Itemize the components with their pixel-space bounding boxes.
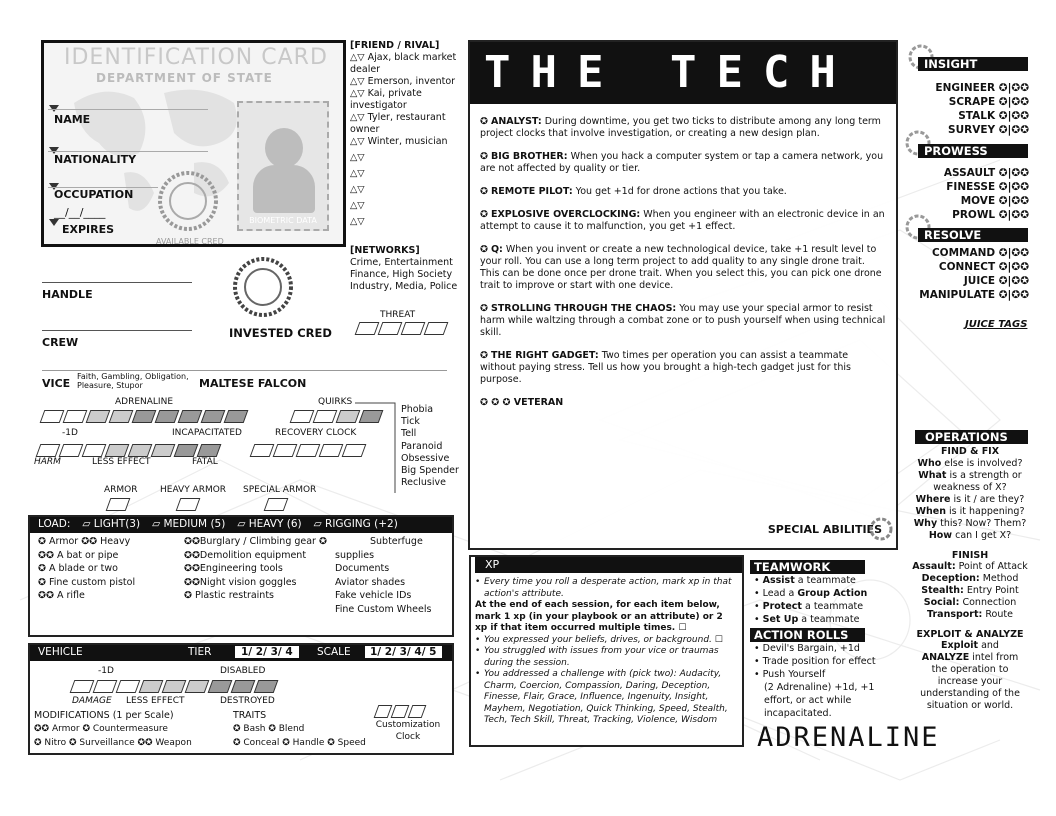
vehicle-minus1d: -1D [98, 666, 114, 676]
ability-text: During downtime, you get two ticks to distribute among any long term project clocks that involve investigation, or creating a new design plan. [480, 116, 881, 139]
question-keyword: How [928, 530, 953, 541]
nationality-line[interactable] [48, 151, 208, 152]
question-item [910, 506, 1030, 518]
ability-text: When you engineer with an electronic device in an attempt to cause it to malfunction, you get +1 effect. [480, 209, 885, 232]
ability-text: Two times per operation you can assist a teammate without paying stress. Tell us how you brought a high-tech gadget just for this purpose. [480, 350, 851, 385]
teamwork-header: TEAMWORK [750, 560, 865, 574]
adrenaline-track[interactable] [42, 410, 246, 423]
friends-header: [FRIEND / RIVAL] [350, 40, 440, 51]
push-yourself-detail: (2 Adrenaline) +1d, +1 effort, or act while incapacitated. [764, 682, 875, 719]
id-card-department: DEPARTMENT OF STATE [96, 71, 273, 85]
name-line[interactable] [48, 109, 208, 110]
teamwork-text: a teammate [794, 575, 856, 586]
vice-label: VICE [42, 377, 71, 390]
veteran-item[interactable]: ✪ ✪ ✪ VETERAN [480, 397, 564, 408]
armor-box[interactable] [108, 498, 128, 511]
find-fix-questions [910, 458, 1030, 542]
action-text: Devil's Bargain, +1d [762, 643, 860, 654]
question-text: is it / are they? [950, 494, 1025, 505]
vice-options: Faith, Gambling, Obligation, Pleasure, Stupor [77, 372, 189, 390]
load-light[interactable]: ▱ LIGHT(3) [82, 518, 141, 530]
skill-survey[interactable]: SURVEY ✪|✪✪ [948, 124, 1029, 136]
skill-stalk[interactable]: STALK ✪|✪✪ [958, 110, 1029, 122]
incapacitated-label: INCAPACITATED [172, 428, 242, 438]
silhouette-body-icon [253, 165, 315, 213]
load-item[interactable]: Fine Custom Wheels [335, 603, 432, 615]
vehicle-header [30, 645, 452, 661]
load-item[interactable]: supplies [335, 549, 375, 561]
friend-item[interactable]: △▽ Ajax, black market dealer [350, 52, 457, 75]
threat-track[interactable] [357, 322, 446, 335]
finish-item [910, 573, 1030, 585]
load-col2 [184, 535, 327, 603]
quirks-label: QUIRKS [318, 397, 353, 407]
expires-date[interactable]: __/__/____ [54, 206, 106, 219]
teamwork-list [750, 574, 900, 626]
insight-header: INSIGHT [918, 57, 1028, 71]
skill-juice[interactable]: JUICE ✪|✪✪ [963, 275, 1029, 287]
nationality-label: NATIONALITY [54, 153, 137, 166]
ability-name: BIG BROTHER: [490, 151, 568, 162]
load-item[interactable]: ✪✪ A rifle [38, 590, 85, 601]
load-light-label: LIGHT(3) [93, 518, 141, 530]
silhouette-head-icon [265, 128, 303, 168]
threat-label: THREAT [380, 310, 416, 320]
modifications-label: MODIFICATIONS (1 per Scale) [34, 710, 174, 721]
triangle-marker-icon [49, 219, 59, 226]
xp-trigger[interactable]: • Every time you roll a desperate action, mark xp in that action's attribute. [475, 577, 738, 600]
xp-header: XP [471, 557, 742, 573]
crew-line[interactable] [42, 330, 192, 331]
question-item [910, 494, 1030, 506]
finish-text: Entry Point [963, 585, 1019, 596]
heavy-armor-label: HEAVY ARMOR [160, 485, 227, 495]
finish-text: Connection [959, 597, 1017, 608]
friend-item[interactable]: △▽ Kai, private investigator [350, 88, 422, 111]
vice-value[interactable]: MALTESE FALCON [199, 377, 307, 390]
teamwork-text: a teammate [801, 601, 864, 612]
xp-item[interactable]: • You addressed a challenge with (pick two): Audacity, Charm, Coercion, Compassion, Daring, Deception, Finesse, Flair, Grace, Influence, Ingenuity, Insight, Mayhem, Negotiation, Quick Thinking, Speed, Stealth, Tech, Tech Skill, Threat, Tracking, Violence, Wisdom [475, 669, 738, 727]
vehicle-disabled: DISABLED [220, 666, 266, 676]
action-text: Trade position for effect [762, 656, 876, 667]
identification-card [41, 40, 346, 247]
load-rigging[interactable]: ▱ RIGGING (+2) [313, 518, 398, 530]
biometric-photo [237, 101, 329, 231]
vehicle-destroyed: DESTROYED [220, 696, 275, 706]
expires-label: EXPIRES [62, 223, 115, 236]
crew-label: CREW [42, 336, 79, 349]
analyze-keyword: ANALYZE [921, 652, 970, 663]
finish-list [910, 561, 1030, 621]
ability-item[interactable]: ✪ REMOTE PILOT: You get +1d for drone actions that you take. [480, 186, 787, 197]
load-item[interactable]: Subterfuge [370, 536, 423, 547]
ability-item[interactable]: ✪ THE RIGHT GADGET: Two times per operation you can assist a teammate without paying stress. Tell us how you brought a high-tech gadget just for this purpose. [480, 350, 851, 385]
armor-label: ARMOR [104, 485, 138, 495]
teamwork-text: a teammate [798, 614, 860, 625]
load-heavy[interactable]: ▱ HEAVY (6) [237, 518, 302, 530]
ability-text: When you hack a computer system or tap a camera network, you are not affected by quality or tier. [480, 151, 884, 174]
networks [350, 245, 465, 293]
vehicle-box [28, 643, 454, 755]
friend-item[interactable]: △▽ [350, 216, 365, 227]
ability-item[interactable]: ✪ BIG BROTHER: When you hack a computer system or tap a camera network, you are not affected by quality or tier. [480, 151, 884, 174]
resolve-header: RESOLVE [918, 228, 1028, 242]
load-item[interactable]: ✪✪ A bat or pipe [38, 549, 119, 561]
teamwork-prefix: Lead a [762, 588, 798, 599]
biometric-label: BIOMETRIC DATA [249, 216, 317, 225]
special-armor-label: SPECIAL ARMOR [243, 485, 317, 495]
skill-connect[interactable]: CONNECT ✪|✪✪ [938, 261, 1029, 273]
question-text: can I get X? [952, 530, 1012, 541]
modifications-line2[interactable]: ✪ Nitro ✪ Surveillance ✪✪ Weapon [34, 738, 192, 748]
action-rolls-header: ACTION ROLLS [750, 628, 865, 642]
finish-keyword: Assault: [912, 561, 956, 572]
teamwork-keyword: Group Action [797, 588, 868, 599]
traits-line2[interactable]: ✪ Conceal ✪ Handle ✪ Speed [233, 738, 366, 748]
networks-text: Crime, Entertainment Finance, High Society Industry, Media, Police [350, 257, 458, 292]
teamwork-section [750, 560, 900, 720]
xp-content [471, 573, 742, 727]
skill-finesse[interactable]: FINESSE ✪|✪✪ [946, 181, 1029, 193]
adrenaline-logo: ADRENALINE [757, 722, 940, 753]
finish-text: Method [979, 573, 1019, 584]
friend-item[interactable]: △▽ Winter, musician [350, 136, 448, 147]
prowess-header: PROWESS [918, 144, 1028, 158]
load-medium[interactable]: ▱ MEDIUM (5) [152, 518, 226, 530]
exploit-label: EXPLOIT & ANALYZE [916, 629, 1024, 640]
load-item[interactable]: ✪✪Burglary / Climbing gear ✪ [184, 536, 327, 547]
question-text: is a strength or weakness of X? [933, 470, 1022, 493]
load-item[interactable]: ✪✪Engineering tools [184, 563, 283, 574]
skill-prowl[interactable]: PROWL ✪|✪✪ [952, 209, 1029, 221]
question-keyword: Where [915, 494, 951, 505]
question-item [910, 470, 1030, 494]
load-label: LOAD: [38, 518, 71, 530]
quirk-item[interactable]: Obsessive [401, 452, 450, 464]
friend-item[interactable]: △▽ [350, 152, 365, 163]
question-text: this? Now? Them? [937, 518, 1027, 529]
finish-item [910, 609, 1030, 621]
finish-keyword: Deception: [921, 573, 980, 584]
quirk-item[interactable]: Phobia [401, 404, 434, 415]
load-box [28, 515, 454, 637]
tier-values[interactable]: 1/ 2/ 3/ 4 [235, 646, 299, 658]
playbook-panel [468, 40, 898, 550]
action-item: • Push Yourself [754, 669, 826, 680]
scale-label: SCALE [317, 646, 351, 658]
finish-item [910, 597, 1030, 609]
ability-text: When you invent or create a new technological device, take +1 result level to your roll. You can use a long term project to add quality to any single drone trait. This can be done once per drone trait. When you select this, you can pick one drone trait to improve or start with one device. [480, 244, 882, 291]
juice-tags-label[interactable]: JUICE TAGS [965, 319, 1028, 330]
adrenaline-label: ADRENALINE [115, 397, 174, 407]
finish-text: Point of Attack [955, 561, 1028, 572]
heavy-armor-box[interactable] [178, 498, 198, 511]
load-header [30, 517, 452, 533]
load-item[interactable]: ✪✪Demolition equipment [184, 549, 307, 561]
question-keyword: When [915, 506, 946, 517]
quirk-item[interactable]: Paranoid [401, 440, 443, 452]
ability-text: You may use your special armor to resist harm while waltzing through a combat zone or to push yourself when using technical skill. [480, 303, 886, 338]
ability-name: REMOTE PILOT: [490, 186, 573, 197]
abilities-list [470, 104, 896, 409]
handle-label: HANDLE [42, 288, 93, 301]
quirk-item[interactable]: Big Spender [401, 465, 459, 477]
scale-values[interactable]: 1/ 2/ 3/ 4/ 5 [365, 646, 442, 658]
load-item[interactable]: ✪ A blade or two [38, 563, 118, 574]
teamwork-item: • Protect a teammate [754, 601, 864, 612]
ability-item[interactable]: ✪ ANALYST: During downtime, you get two ticks to distribute among any long term project clocks that involve investigation, or creating a new design plan. [480, 116, 881, 139]
skill-engineer[interactable]: ENGINEER ✪|✪✪ [935, 82, 1029, 94]
finish-label: FINISH [951, 550, 989, 561]
question-item [910, 458, 1030, 470]
xp-item[interactable]: • You struggled with issues from your vice or traumas during the session. [475, 646, 738, 669]
teamwork-item: • Set Up a teammate [754, 614, 860, 625]
vehicle-label: VEHICLE [38, 646, 83, 658]
ability-item[interactable]: ✪ EXPLOSIVE OVERCLOCKING: When you engineer with an electronic device in an attempt to cause it to malfunction, you get +1 effect. [480, 209, 885, 232]
id-card-title: IDENTIFICATION CARD [64, 45, 328, 70]
friend-item[interactable]: △▽ Emerson, inventor [350, 76, 456, 87]
skill-manipulate[interactable]: MANIPULATE ✪|✪✪ [919, 289, 1029, 301]
harm-track[interactable] [38, 444, 219, 457]
exploit-keyword: Exploit [941, 640, 979, 651]
finish-text: Route [982, 609, 1013, 620]
friend-item[interactable]: △▽ [350, 168, 365, 179]
teamwork-item: • Lead a Group Action [754, 588, 868, 599]
ability-name: Q: [490, 244, 503, 255]
traits-line1[interactable]: ✪ Bash ✪ Blend [233, 724, 305, 734]
finish-keyword: Social: [923, 597, 960, 608]
load-heavy-label: HEAVY (6) [248, 518, 302, 530]
load-medium-label: MEDIUM (5) [163, 518, 226, 530]
harm-label: HARM [34, 457, 61, 467]
load-item[interactable]: ✪ Plastic restraints [184, 590, 275, 601]
minus1d-label: -1D [62, 428, 78, 438]
question-keyword: What [918, 470, 947, 481]
finish-keyword: Stealth: [921, 585, 964, 596]
skill-command[interactable]: COMMAND ✪|✪✪ [931, 247, 1029, 259]
load-item[interactable]: Documents [335, 563, 390, 574]
question-item [910, 530, 1030, 542]
tier-label: TIER [188, 646, 212, 658]
action-item: • Trade position for effect [754, 656, 876, 667]
available-cred-label: AVAILABLE CRED [156, 237, 224, 246]
vehicle-less-effect: LESS EFFECT [126, 696, 185, 706]
xp-item[interactable]: • You expressed your beliefs, drives, or background. ☐ [475, 635, 738, 647]
exploit-description: intel from the operation to increase your understanding of the situation or world. [920, 652, 1020, 711]
question-text: is it happening? [945, 506, 1025, 517]
available-cred-dial-icon[interactable] [157, 170, 219, 232]
modifications-line1[interactable]: ✪✪ Armor ✪ Countermeasure [34, 724, 168, 734]
friend-item[interactable]: △▽ Tyler, restaurant owner [350, 112, 446, 135]
operations-content [910, 446, 1030, 712]
resolve-skills [905, 247, 1029, 303]
ability-name: EXPLOSIVE OVERCLOCKING: [490, 209, 641, 220]
load-col1 [38, 535, 135, 603]
ability-text: You get +1d for drone actions that you take. [572, 186, 787, 197]
load-item[interactable]: Aviator shades [335, 576, 406, 588]
recovery-clock-track[interactable] [252, 444, 364, 457]
special-abilities-clock-icon [868, 516, 894, 542]
finish-keyword: Transport: [927, 609, 983, 620]
handle-line[interactable] [42, 282, 192, 283]
teamwork-keyword: Set Up [762, 614, 799, 625]
question-text: else is involved? [941, 458, 1023, 469]
load-rigging-label: RIGGING (+2) [325, 518, 398, 530]
load-item[interactable]: ✪ Fine custom pistol [38, 576, 136, 588]
special-abilities-label: SPECIAL ABILITIES [767, 523, 882, 536]
load-item[interactable]: ✪ Armor ✪✪ Heavy [38, 536, 131, 547]
finish-item [910, 561, 1030, 573]
name-label: NAME [54, 113, 91, 126]
xp-box [469, 555, 744, 747]
ability-item[interactable]: ✪ Q: When you invent or create a new technological device, take +1 result level to your roll. You can use a long term project to add quality to any single drone trait. This can be done once per drone trait. When you select this, you can pick one drone trait to improve or start with one device. [480, 244, 882, 291]
less-effect-label: LESS EFFECT [92, 457, 151, 467]
vehicle-damage-label: DAMAGE [72, 696, 112, 706]
teamwork-keyword: Assist [762, 575, 795, 586]
customization-label: Customization Clock [375, 720, 441, 742]
vice-divider [42, 370, 447, 371]
networks-header: [NETWORKS] [350, 245, 420, 256]
skill-scrape[interactable]: SCRAPE ✪|✪✪ [948, 96, 1029, 108]
quirks-list [401, 404, 459, 489]
exploit-text [910, 640, 1030, 712]
ability-name: STROLLING THROUGH THE CHAOS: [490, 303, 677, 314]
teamwork-keyword: Protect [762, 601, 802, 612]
exploit-and: and [978, 640, 999, 651]
friend-item[interactable]: △▽ [350, 184, 365, 195]
find-fix-label: FIND & FIX [940, 446, 1000, 457]
ability-name: ANALYST: [490, 116, 542, 127]
playbook-title: THE TECH [484, 47, 856, 98]
playbook-title-bar [470, 42, 896, 104]
recovery-clock-label: RECOVERY CLOCK [275, 428, 357, 438]
skill-move[interactable]: MOVE ✪|✪✪ [960, 195, 1029, 207]
load-item[interactable]: ✪✪Night vision goggles [184, 576, 297, 588]
friend-item[interactable]: △▽ [350, 200, 365, 211]
vehicle-damage-track[interactable] [72, 680, 276, 693]
skill-assault[interactable]: ASSAULT ✪|✪✪ [943, 167, 1029, 179]
ability-item[interactable]: ✪ STROLLING THROUGH THE CHAOS: You may use your special armor to resist harm while waltzing through a combat zone or to push yourself when using technical skill. [480, 303, 886, 338]
action-item: • Devil's Bargain, +1d [754, 643, 860, 654]
ability-name: THE RIGHT GADGET: [490, 350, 599, 361]
occupation-label: OCCUPATION [54, 188, 134, 201]
finish-item [910, 585, 1030, 597]
question-keyword: Why [913, 518, 938, 529]
quirk-item[interactable]: Tell [401, 428, 417, 440]
action-text: Push Yourself [762, 669, 826, 680]
fatal-label: FATAL [192, 457, 218, 467]
load-item[interactable]: Fake vehicle IDs [335, 590, 412, 601]
operations-header: OPERATIONS [915, 430, 1028, 444]
action-rolls-list [750, 642, 900, 720]
invested-cred-dial-icon[interactable] [232, 256, 294, 318]
traits-label: TRAITS [233, 710, 267, 721]
load-col3 [335, 535, 431, 616]
question-item [910, 518, 1030, 530]
question-keyword: Who [917, 458, 942, 469]
friends-rivals [350, 40, 460, 228]
quirk-item[interactable]: Tick [401, 416, 420, 428]
special-armor-box[interactable] [266, 498, 286, 511]
invested-cred-label: INVESTED CRED [229, 326, 332, 340]
customization-clock-track[interactable] [376, 705, 424, 718]
quirk-item[interactable]: Reclusive [401, 477, 446, 489]
teamwork-item: • Assist a teammate [754, 575, 856, 586]
xp-session-rule: At the end of each session, for each item below, mark 1 xp (in your playbook or an attribute) or 2 xp if that item occurred multiple times. ☐ [475, 600, 723, 633]
